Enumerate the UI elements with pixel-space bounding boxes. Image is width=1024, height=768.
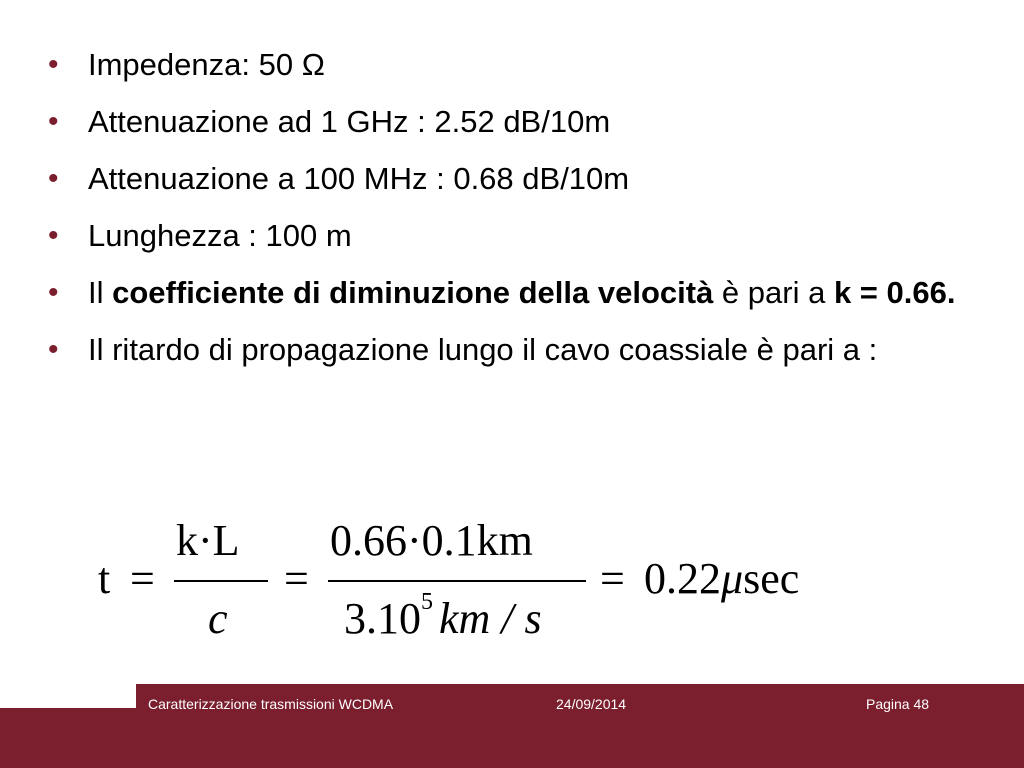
bullet-propagation-delay: • Il ritardo di propagazione lungo il cavo coassiale è pari a : — [40, 327, 970, 372]
bullet-attenuation-1ghz: • Attenuazione ad 1 GHz : 2.52 dB/10m — [40, 99, 970, 144]
fraction1-numerator: k·L — [176, 516, 240, 565]
bullet-list — [40, 42, 970, 384]
footer-title: Caratterizzazione trasmissioni WCDMA — [148, 696, 394, 712]
bullet-velocity-pre: Il — [88, 275, 113, 310]
bullet-velocity-factor — [40, 270, 970, 315]
formula-equals-3: = — [600, 554, 625, 603]
formula-equals-2: = — [284, 554, 309, 603]
bullet-attenuation-100mhz: • Attenuazione a 100 MHz : 0.68 dB/10m — [40, 156, 970, 201]
bullet-velocity-term: coefficiente di diminuzione della velocità — [112, 275, 714, 310]
denominator-unit: km / s — [439, 594, 542, 643]
delay-formula — [98, 515, 858, 655]
result-unit: sec — [743, 554, 800, 603]
fraction2-numerator: 0.66·0.1km — [330, 516, 533, 565]
footer-page-number: Pagina 48 — [866, 696, 930, 712]
denominator-exponent: 5 — [421, 589, 433, 615]
formula-result — [644, 553, 799, 604]
footer-date: 24/09/2014 — [556, 696, 627, 712]
denominator-base: 3.10 — [344, 594, 421, 643]
fraction1-bar — [174, 580, 268, 582]
fraction2-bar — [328, 580, 586, 582]
bullet-velocity-mid: è pari a — [713, 275, 834, 310]
bullet-impedance: • Impedenza: 50 Ω — [40, 42, 970, 87]
fraction1-denominator: c — [208, 594, 228, 643]
formula-equals-1: = — [130, 554, 155, 603]
result-number: 0.22 — [644, 554, 721, 603]
formula-lhs: t — [98, 554, 111, 603]
footer-notch — [0, 684, 136, 708]
bullet-length: • Lunghezza : 100 m — [40, 213, 970, 258]
fraction2-denominator — [344, 589, 542, 644]
bullet-velocity-value: k = 0.66. — [833, 275, 956, 310]
result-micro: μ — [721, 554, 744, 603]
